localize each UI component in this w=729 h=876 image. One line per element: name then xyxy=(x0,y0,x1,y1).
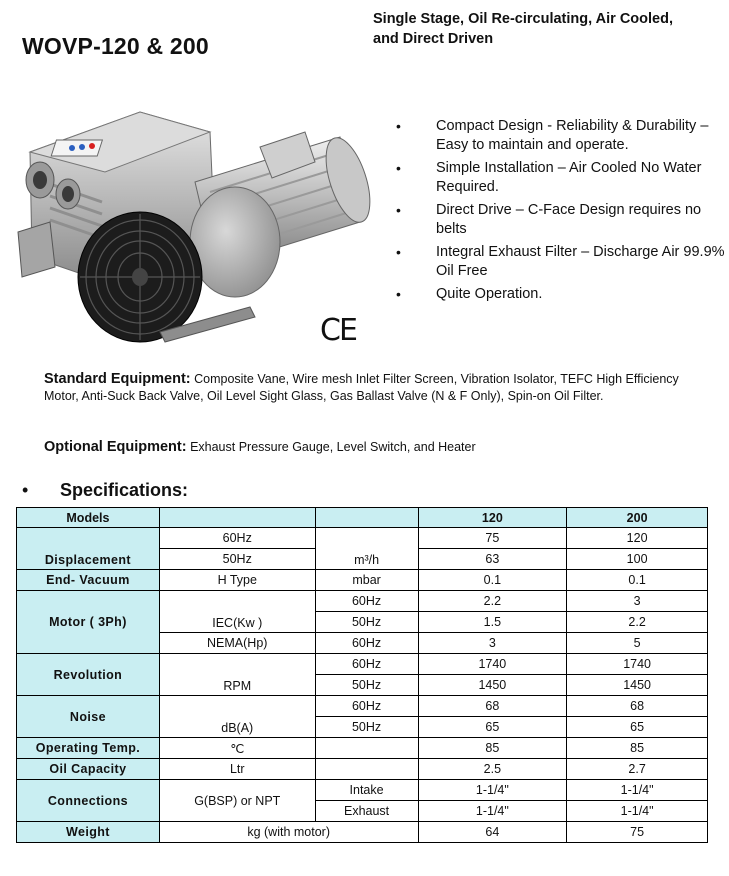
table-cell: 0.1 xyxy=(567,570,708,591)
feature-item xyxy=(396,243,726,281)
table-cell: 1740 xyxy=(418,654,567,675)
bullet-icon: • xyxy=(396,160,401,176)
row-label: Operating Temp. xyxy=(17,738,160,759)
table-row xyxy=(17,780,708,801)
table-cell: 100 xyxy=(567,549,708,570)
table-row xyxy=(17,738,708,759)
table-row xyxy=(17,528,708,549)
table-row xyxy=(17,696,708,717)
table-row xyxy=(17,591,708,612)
table-cell xyxy=(315,738,418,759)
table-cell: RPM xyxy=(159,654,315,696)
specifications-table xyxy=(16,507,708,843)
bullet-icon: • xyxy=(396,286,401,302)
table-cell: 1-1/4" xyxy=(418,780,567,801)
table-cell: NEMA(Hp) xyxy=(159,633,315,654)
standard-equipment-text: Composite Vane, Wire mesh Inlet Filter Screen, Vibration Isolator, TEFC High Efficiency Motor, Anti-Suck Back Valve, Oil Level Sight Glass, Gas Ballast Valve (N & F Only), Spin-on Oil Filter. xyxy=(44,372,679,403)
table-cell: dB(A) xyxy=(159,696,315,738)
table-cell: 75 xyxy=(567,822,708,843)
row-label: Displacement xyxy=(17,528,160,570)
table-cell: 1450 xyxy=(567,675,708,696)
table-header-cell: 120 xyxy=(418,508,567,528)
table-cell: 2.7 xyxy=(567,759,708,780)
table-cell: Ltr xyxy=(159,759,315,780)
specifications-title: Specifications: xyxy=(60,480,189,500)
standard-equipment-label: Standard Equipment: xyxy=(44,371,191,387)
table-cell: 65 xyxy=(418,717,567,738)
row-label: Noise xyxy=(17,696,160,738)
table-cell: 1740 xyxy=(567,654,708,675)
feature-text: Quite Operation. xyxy=(436,286,543,302)
table-cell: 63 xyxy=(418,549,567,570)
table-row xyxy=(17,759,708,780)
table-cell: H Type xyxy=(159,570,315,591)
table-row xyxy=(17,822,708,843)
row-label: Oil Capacity xyxy=(17,759,160,780)
table-cell: ℃ xyxy=(159,738,315,759)
table-cell: 1-1/4" xyxy=(418,801,567,822)
row-label: Motor ( 3Ph) xyxy=(17,591,160,654)
table-cell: kg (with motor) xyxy=(159,822,418,843)
feature-text: Direct Drive – C-Face Design requires no belts xyxy=(436,202,702,237)
table-cell: 60Hz xyxy=(315,633,418,654)
table-cell: 2.2 xyxy=(418,591,567,612)
feature-item xyxy=(396,117,726,155)
product-subtitle: Single Stage, Oil Re-circulating, Air Cooled, and Direct Driven xyxy=(373,11,673,47)
table-row xyxy=(17,570,708,591)
table-cell: 65 xyxy=(567,717,708,738)
table-cell: 50Hz xyxy=(315,612,418,633)
table-cell: 68 xyxy=(567,696,708,717)
table-cell: 68 xyxy=(418,696,567,717)
row-label: Weight xyxy=(17,822,160,843)
table-cell: 5 xyxy=(567,633,708,654)
table-cell: 85 xyxy=(567,738,708,759)
table-cell: Exhaust xyxy=(315,801,418,822)
product-title: WOVP-120 & 200 xyxy=(22,33,209,59)
table-cell: 2.5 xyxy=(418,759,567,780)
optional-equipment-label: Optional Equipment: xyxy=(44,439,187,455)
table-cell: 1450 xyxy=(418,675,567,696)
table-cell: 60Hz xyxy=(315,654,418,675)
table-row xyxy=(17,654,708,675)
table-cell: G(BSP) or NPT xyxy=(159,780,315,822)
row-label: Connections xyxy=(17,780,160,822)
table-cell: 64 xyxy=(418,822,567,843)
table-cell: mbar xyxy=(315,570,418,591)
table-cell: 1-1/4" xyxy=(567,780,708,801)
table-cell: 50Hz xyxy=(159,549,315,570)
feature-text: Simple Installation – Air Cooled No Water Required. xyxy=(436,160,702,195)
table-cell: 75 xyxy=(418,528,567,549)
standard-equipment xyxy=(44,371,704,405)
feature-item xyxy=(396,159,726,197)
row-label: End- Vacuum xyxy=(17,570,160,591)
ce-mark: CE xyxy=(320,313,356,348)
table-cell: 60Hz xyxy=(315,591,418,612)
table-cell: 120 xyxy=(567,528,708,549)
table-cell: 60Hz xyxy=(159,528,315,549)
bullet-icon: • xyxy=(22,480,29,500)
table-row xyxy=(17,508,708,528)
table-header-cell: 200 xyxy=(567,508,708,528)
feature-item xyxy=(396,201,726,239)
table-header-cell xyxy=(315,508,418,528)
table-cell: 85 xyxy=(418,738,567,759)
table-cell: 50Hz xyxy=(315,717,418,738)
feature-list xyxy=(396,117,726,308)
table-cell: Intake xyxy=(315,780,418,801)
specifications-heading xyxy=(22,480,188,501)
bullet-icon: • xyxy=(396,244,401,260)
table-cell: 60Hz xyxy=(315,696,418,717)
bullet-icon: • xyxy=(396,202,401,218)
table-cell: 1.5 xyxy=(418,612,567,633)
table-cell: 50Hz xyxy=(315,675,418,696)
table-cell: 0.1 xyxy=(418,570,567,591)
optional-equipment xyxy=(44,437,704,457)
table-cell: 3 xyxy=(567,591,708,612)
feature-text: Integral Exhaust Filter – Discharge Air 99.9% Oil Free xyxy=(436,244,725,279)
table-cell: 1-1/4" xyxy=(567,801,708,822)
table-header-cell xyxy=(159,508,315,528)
table-cell: m³/h xyxy=(315,528,418,570)
row-label: Revolution xyxy=(17,654,160,696)
bullet-icon: • xyxy=(396,118,401,134)
table-cell: 3 xyxy=(418,633,567,654)
optional-equipment-text: Exhaust Pressure Gauge, Level Switch, and Heater xyxy=(190,440,476,454)
table-cell xyxy=(315,759,418,780)
feature-text: Compact Design - Reliability & Durability – Easy to maintain and operate. xyxy=(436,118,709,153)
table-cell: IEC(Kw ) xyxy=(159,591,315,633)
table-cell: 2.2 xyxy=(567,612,708,633)
feature-item xyxy=(396,285,726,304)
table-header-cell: Models xyxy=(17,508,160,528)
